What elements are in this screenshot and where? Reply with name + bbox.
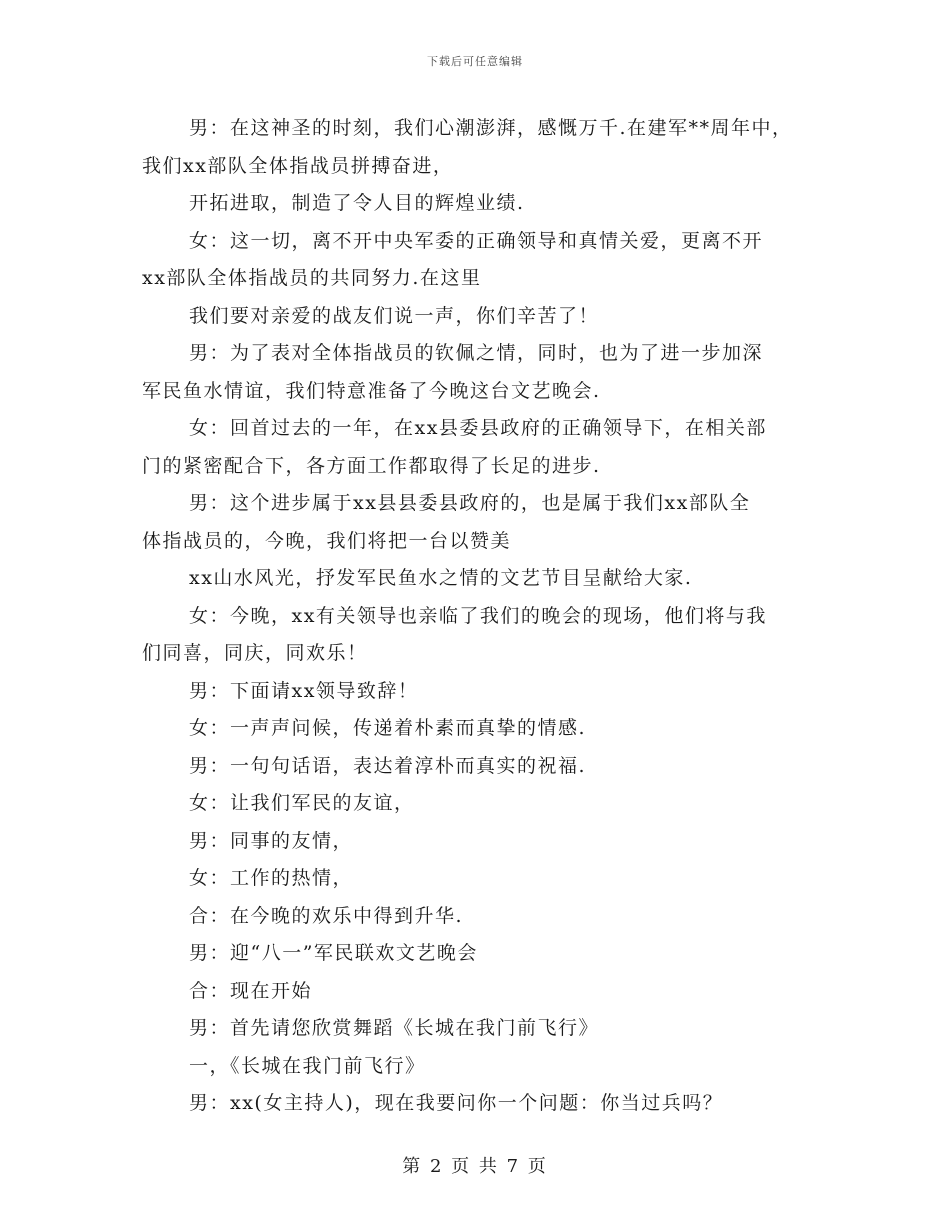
- paragraph-line: 女：今晚，xx有关领导也亲临了我们的晚会的现场，他们将与我: [189, 604, 767, 627]
- paragraph-line: 我们要对亲爱的战友们说一声，你们辛苦了！: [189, 304, 600, 327]
- paragraph-line: 男：在这神圣的时刻，我们心潮澎湃，感慨万千.在建军**周年中，: [189, 117, 793, 139]
- paragraph-line: 女：一声声问候，传递着朴素而真挚的情感.: [189, 717, 587, 739]
- document-body: [142, 110, 832, 1123]
- paragraph-line: 合：现在开始: [189, 979, 313, 1002]
- paragraph-line: 门的紧密配合下，各方面工作都取得了长足的进步.: [142, 454, 601, 477]
- paragraph-line: 男：xx(女主持人)，现在我要问你一个问题：你当过兵吗？: [189, 1092, 724, 1114]
- paragraph-line: 男：为了表对全体指战员的钦佩之情，同时，也为了进一步加深: [189, 342, 764, 364]
- paragraph-line: 一，《长城在我门前飞行》: [189, 1054, 426, 1077]
- paragraph-line: 男：首先请您欣赏舞蹈《长城在我门前飞行》: [189, 1017, 600, 1039]
- paragraph-line: 男：这个进步属于xx县县委县政府的，也是属于我们xx部队全: [189, 492, 751, 514]
- paragraph-line: 男：下面请xx领导致辞！: [189, 679, 419, 702]
- paragraph-line: 我们xx部队全体指战员拼搏奋进，: [142, 154, 454, 177]
- paragraph-line: xx山水风光，抒发军民鱼水之情的文艺节目呈献给大家.: [189, 567, 693, 589]
- paragraph-line: 男：同事的友情，: [189, 829, 354, 852]
- paragraph-line: 男：一句句话语，表达着淳朴而真实的祝福.: [189, 754, 587, 777]
- paragraph-line: 合：在今晚的欢乐中得到升华.: [189, 904, 464, 927]
- paragraph-line: xx部队全体指战员的共同努力.在这里: [142, 267, 482, 289]
- paragraph-line: 开拓进取，制造了令人目的辉煌业绩.: [189, 192, 525, 214]
- paragraph-line: 女：这一切，离不开中央军委的正确领导和真情关爱，更离不开: [189, 229, 764, 252]
- paragraph-line: 女：让我们军民的友谊，: [189, 792, 415, 814]
- paragraph-line: 军民鱼水情谊，我们特意准备了今晚这台文艺晚会.: [142, 379, 601, 402]
- paragraph-line: 男：迎“八一”军民联欢文艺晚会: [189, 942, 478, 964]
- paragraph-line: 女：回首过去的一年，在xx县委县政府的正确领导下，在相关部: [189, 417, 767, 439]
- page-number-footer: 第 2 页 共 7 页: [402, 1156, 548, 1177]
- page-header-note: 下载后可任意编辑: [427, 55, 523, 68]
- paragraph-line: 体指战员的，今晚，我们将把一台以赞美: [142, 529, 512, 552]
- paragraph-line: 女：工作的热情，: [189, 867, 354, 889]
- paragraph-line: 们同喜，同庆，同欢乐！: [142, 642, 368, 664]
